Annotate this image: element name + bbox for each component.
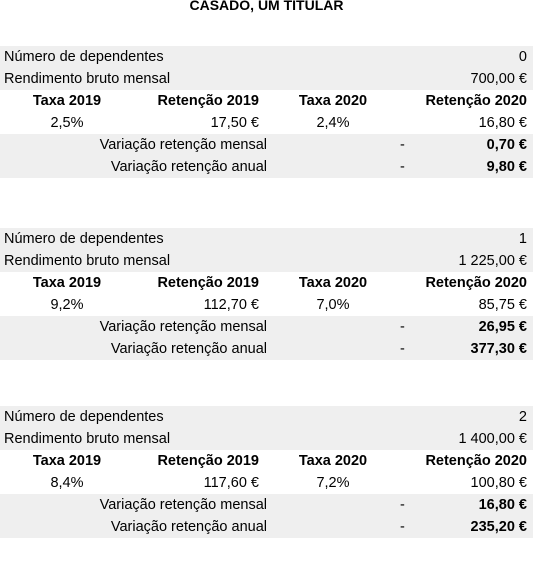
taxa-2019-value: 9,2%: [50, 297, 84, 313]
rendimento-value: 1 400,00 €: [458, 431, 527, 447]
header-retencao-2020: Retenção 2020: [425, 275, 527, 291]
header-taxa-2019: Taxa 2019: [32, 275, 102, 291]
variacao-anual-dash: -: [400, 159, 405, 175]
header-retencao-2019: Retenção 2019: [157, 453, 259, 469]
header-taxa-2020: Taxa 2020: [298, 453, 368, 469]
taxa-2019-value: 8,4%: [50, 475, 84, 491]
variacao-anual-value: 235,20 €: [470, 519, 527, 535]
column-header-row: [0, 450, 533, 472]
values-row: [0, 472, 533, 494]
scenario-block-1: [0, 228, 533, 360]
variacao-anual-value: 9,80 €: [486, 159, 527, 175]
values-row: [0, 112, 533, 134]
header-taxa-2019: Taxa 2019: [32, 93, 102, 109]
rendimento-value: 1 225,00 €: [458, 253, 527, 269]
variacao-anual-value: 377,30 €: [470, 341, 527, 357]
retencao-2020-value: 16,80 €: [478, 115, 527, 131]
rendimento-value: 700,00 €: [470, 71, 527, 87]
header-taxa-2019: Taxa 2019: [32, 453, 102, 469]
variacao-mensal-dash: -: [400, 137, 405, 153]
dependentes-value: 2: [518, 409, 527, 425]
header-retencao-2020: Retenção 2020: [425, 453, 527, 469]
scenario-block-0: [0, 46, 533, 178]
rendimento-row: [0, 250, 533, 272]
variacao-mensal-row: [0, 134, 533, 156]
dependentes-row: [0, 46, 533, 68]
header-retencao-2019: Retenção 2019: [157, 275, 259, 291]
retencao-2019-value: 17,50 €: [210, 115, 259, 131]
variacao-anual-label: Variação retenção anual: [110, 519, 267, 535]
variacao-mensal-value: 0,70 €: [486, 137, 527, 153]
rendimento-label: Rendimento bruto mensal: [4, 431, 171, 447]
header-taxa-2020: Taxa 2020: [298, 93, 368, 109]
dependentes-value: 1: [518, 231, 527, 247]
dependentes-row: [0, 406, 533, 428]
scenario-block-2: [0, 406, 533, 538]
dependentes-value: 0: [518, 49, 527, 65]
variacao-mensal-dash: -: [400, 497, 405, 513]
rendimento-label: Rendimento bruto mensal: [4, 71, 171, 87]
page-title: CASADO, UM TITULAR: [189, 0, 344, 13]
variacao-anual-label: Variação retenção anual: [110, 341, 267, 357]
retencao-2020-value: 85,75 €: [478, 297, 527, 313]
variacao-anual-dash: -: [400, 519, 405, 535]
variacao-mensal-label: Variação retenção mensal: [99, 137, 267, 153]
dependentes-label: Número de dependentes: [4, 409, 164, 425]
variacao-mensal-row: [0, 494, 533, 516]
variacao-anual-label: Variação retenção anual: [110, 159, 267, 175]
dependentes-label: Número de dependentes: [4, 49, 164, 65]
header-retencao-2020: Retenção 2020: [425, 93, 527, 109]
header-retencao-2019: Retenção 2019: [157, 93, 259, 109]
taxa-2020-value: 7,0%: [316, 297, 350, 313]
column-header-row: [0, 272, 533, 294]
rendimento-label: Rendimento bruto mensal: [4, 253, 171, 269]
rendimento-row: [0, 428, 533, 450]
variacao-mensal-value: 16,80 €: [478, 497, 527, 513]
taxa-2020-value: 2,4%: [316, 115, 350, 131]
retencao-2019-value: 112,70 €: [203, 297, 259, 313]
variacao-mensal-dash: -: [400, 319, 405, 335]
variacao-anual-row: [0, 156, 533, 178]
dependentes-label: Número de dependentes: [4, 231, 164, 247]
taxa-2020-value: 7,2%: [316, 475, 350, 491]
header-taxa-2020: Taxa 2020: [298, 275, 368, 291]
values-row: [0, 294, 533, 316]
taxa-2019-value: 2,5%: [50, 115, 84, 131]
variacao-mensal-row: [0, 316, 533, 338]
retencao-2020-value: 100,80 €: [470, 475, 527, 491]
variacao-anual-dash: -: [400, 341, 405, 357]
rendimento-row: [0, 68, 533, 90]
column-header-row: [0, 90, 533, 112]
dependentes-row: [0, 228, 533, 250]
variacao-anual-row: [0, 516, 533, 538]
variacao-mensal-label: Variação retenção mensal: [99, 319, 267, 335]
variacao-mensal-label: Variação retenção mensal: [99, 497, 267, 513]
retencao-2019-value: 117,60 €: [203, 475, 259, 491]
variacao-anual-row: [0, 338, 533, 360]
variacao-mensal-value: 26,95 €: [478, 319, 527, 335]
